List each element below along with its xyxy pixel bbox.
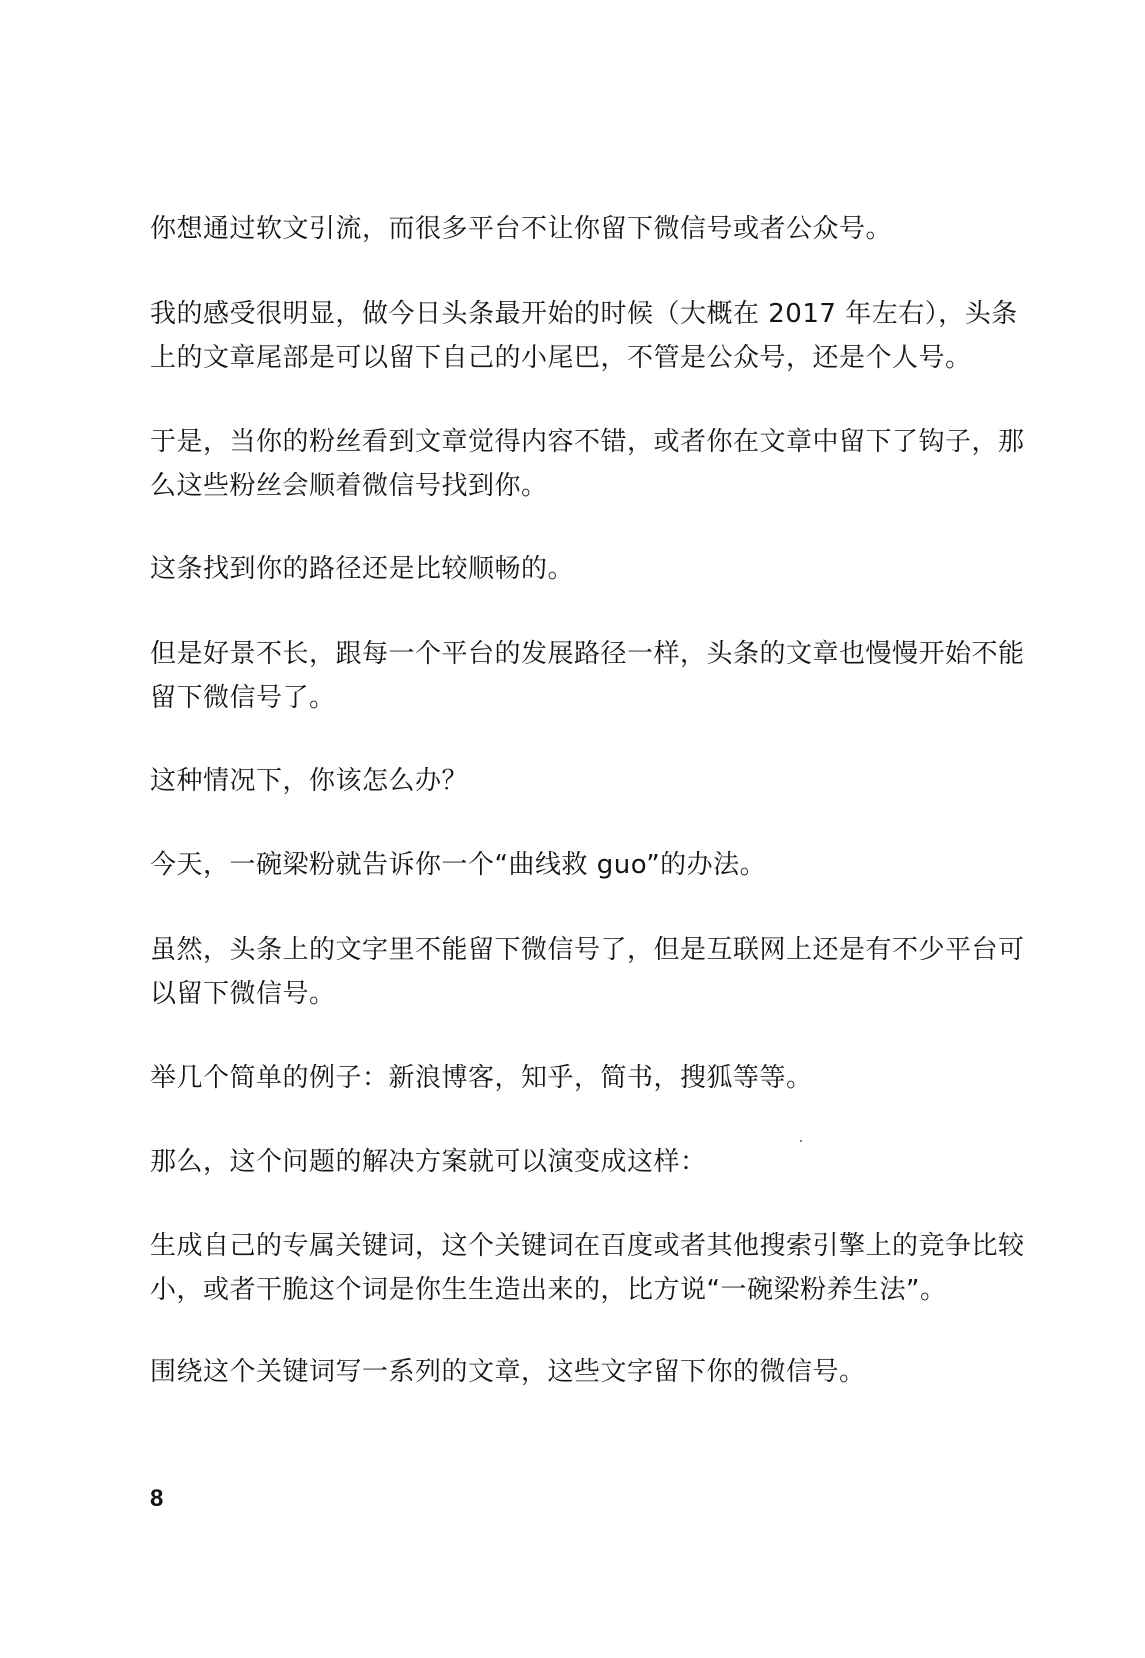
paragraph-5: 但是好景不长，跟每一个平台的发展路径一样，头条的文章也慢慢开始不能留下微信号了。 — [150, 639, 1025, 713]
page-number: 8 — [150, 1485, 164, 1512]
paragraph-12: 围绕这个关键词写一系列的文章，这些文字留下你的微信号。 — [150, 1357, 866, 1387]
paragraph-8: 虽然，头条上的文字里不能留下微信号了，但是互联网上还是有不少平台可以留下微信号。 — [150, 935, 1025, 1009]
paragraph-1: 你想通过软文引流，而很多平台不让你留下微信号或者公众号。 — [150, 214, 893, 244]
paragraph-7: 今天，一碗梁粉就告诉你一个“曲线救 guo”的办法。 — [150, 850, 767, 880]
paragraph-3: 于是，当你的粉丝看到文章觉得内容不错，或者你在文章中留下了钩子，那么这些粉丝会顺着微信号找到你。 — [150, 427, 1025, 501]
paragraph-2: 我的感受很明显，做今日头条最开始的时候（大概在 2017 年左右），头条上的文章尾部是可以留下自己的小尾巴，不管是公众号，还是个人号。 — [150, 299, 1018, 373]
paragraph-9: 举几个简单的例子：新浪博客，知乎，简书，搜狐等等。 — [150, 1063, 813, 1093]
scan-speck — [800, 1140, 802, 1142]
paragraph-6: 这种情况下，你该怎么办？ — [150, 766, 469, 796]
paragraph-10: 那么，这个问题的解决方案就可以演变成这样： — [150, 1147, 707, 1177]
paragraph-11: 生成自己的专属关键词，这个关键词在百度或者其他搜索引擎上的竞争比较小，或者干脆这个词是你生生造出来的，比方说“一碗梁粉养生法”。 — [150, 1231, 1025, 1305]
paragraph-4: 这条找到你的路径还是比较顺畅的。 — [150, 554, 575, 584]
